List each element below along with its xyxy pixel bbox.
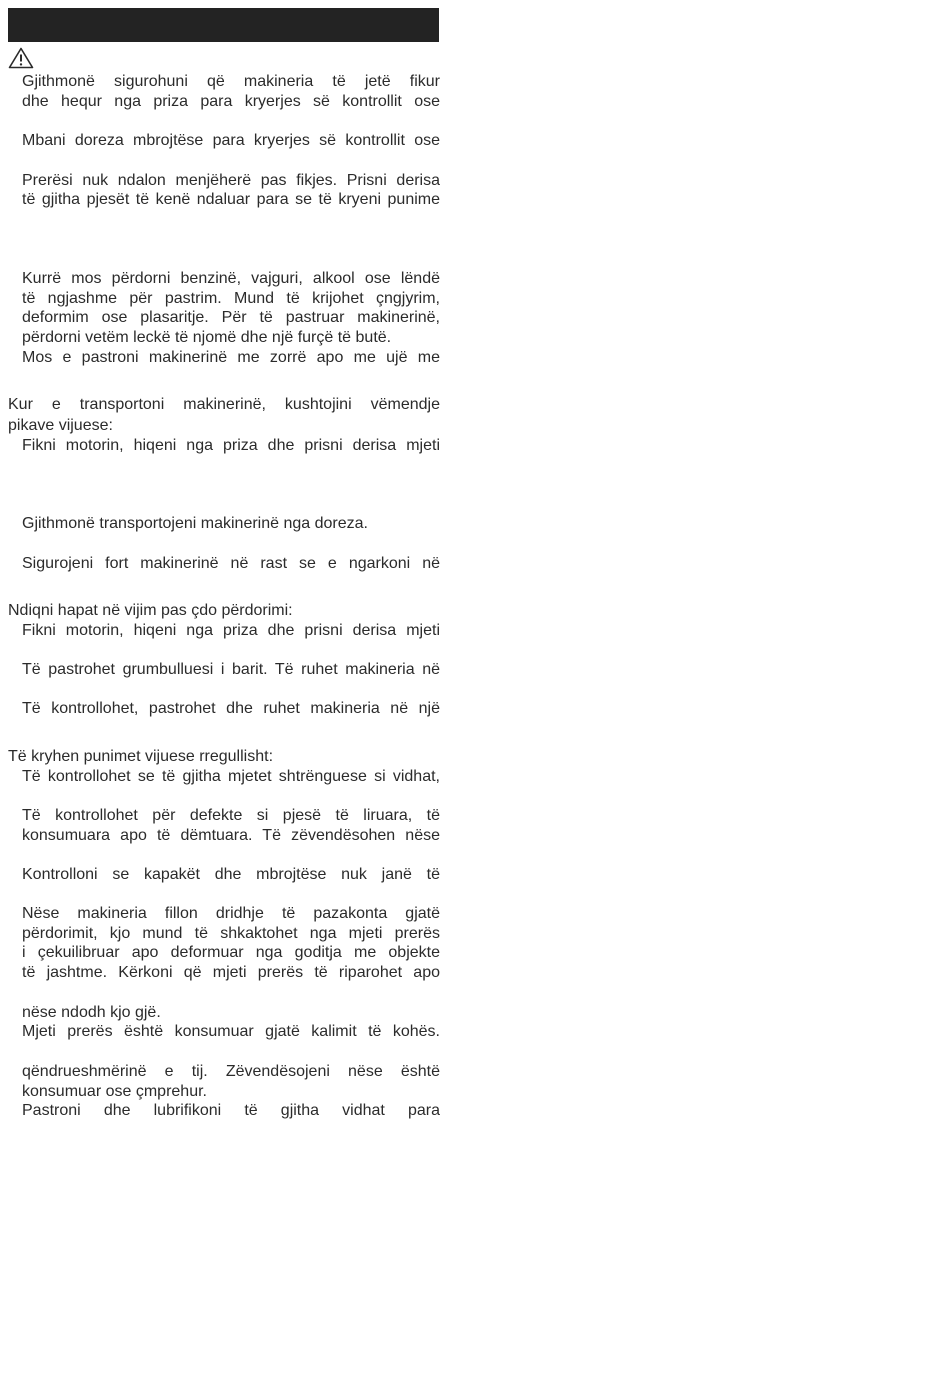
text-line: Sigurojeni fort makinerinë në rast se e ngarkoni në [22, 555, 440, 572]
text-line: i çekuilibruar apo deformuar nga goditja me objekte [22, 944, 440, 961]
text-line: të jashtme. Kërkoni që mjeti prerës të riparohet apo [22, 964, 440, 981]
text-line: Të kontrollohet për defekte si pjesë të liruara, të [22, 807, 440, 824]
text-line: Mjeti prerës është konsumuar gjatë kalimit të kohës. [22, 1023, 440, 1040]
text-line: Nëse makineria fillon dridhje të pazakonta gjatë [22, 905, 440, 922]
text-line: Fikni motorin, hiqeni nga priza dhe prisni derisa mjeti [22, 437, 440, 454]
text-line: Kurrë mos përdorni benzinë, vajguri, alkool ose lëndë [22, 270, 440, 287]
text-line: deformim ose plasaritje. Për të pastruar makinerinë, [22, 309, 440, 326]
text-line: të gjitha pjesët të kenë ndaluar para se të kryeni punime [22, 191, 440, 208]
text-line: Fikni motorin, hiqeni nga priza dhe prisni derisa mjeti [22, 622, 440, 639]
text-line: Kontrolloni se kapakët dhe mbrojtëse nuk janë të [22, 866, 440, 883]
text-line: Gjithmonë sigurohuni që makineria të jetë fikur [22, 73, 440, 90]
text-line: përdorimit, kjo mund të shkaktohet nga mjeti prerës [22, 925, 440, 942]
text-line: konsumuara apo të dëmtuara. Të zëvendësohen nëse [22, 827, 440, 844]
text-line: Mbani doreza mbrojtëse para kryerjes së kontrollit ose [22, 132, 440, 149]
text-line: nëse ndodh kjo gjë. [22, 1004, 161, 1021]
text-line: qëndrueshmërinë e tij. Zëvendësojeni nëse është [22, 1063, 440, 1080]
text-line: Mos e pastroni makinerinë me zorrë apo me ujë me [22, 349, 440, 366]
text-line: pikave vijuese: [8, 417, 113, 434]
text-line: Prerësi nuk ndalon menjëherë pas fikjes. Prisni derisa [22, 172, 440, 189]
text-line: Të pastrohet grumbulluesi i barit. Të ruhet makineria në [22, 661, 440, 678]
text-line: konsumuar ose çmprehur. [22, 1083, 207, 1100]
text-line: Gjithmonë transportojeni makinerinë nga doreza. [22, 515, 368, 532]
warning-triangle-icon [8, 47, 34, 69]
text-line: Kur e transportoni makinerinë, kushtojini vëmendje [8, 396, 440, 413]
text-line: dhe hequr nga priza para kryerjes së kontrollit ose [22, 93, 440, 110]
text-line: Ndiqni hapat në vijim pas çdo përdorimi: [8, 602, 293, 619]
text-line: përdorni vetëm leckë të njomë dhe një furçë të butë. [22, 329, 392, 346]
text-line: Të kontrollohet se të gjitha mjetet shtrënguese si vidhat, [22, 768, 440, 785]
section-header-bar [8, 8, 439, 42]
text-line: Të kryhen punimet vijuese rregullisht: [8, 748, 274, 765]
text-line: Të kontrollohet, pastrohet dhe ruhet makineria në një [22, 700, 440, 717]
text-line: Pastroni dhe lubrifikoni të gjitha vidhat para [22, 1102, 440, 1119]
text-line: të ngjashme për pastrim. Mund të krijohet çngjyrim, [22, 290, 440, 307]
